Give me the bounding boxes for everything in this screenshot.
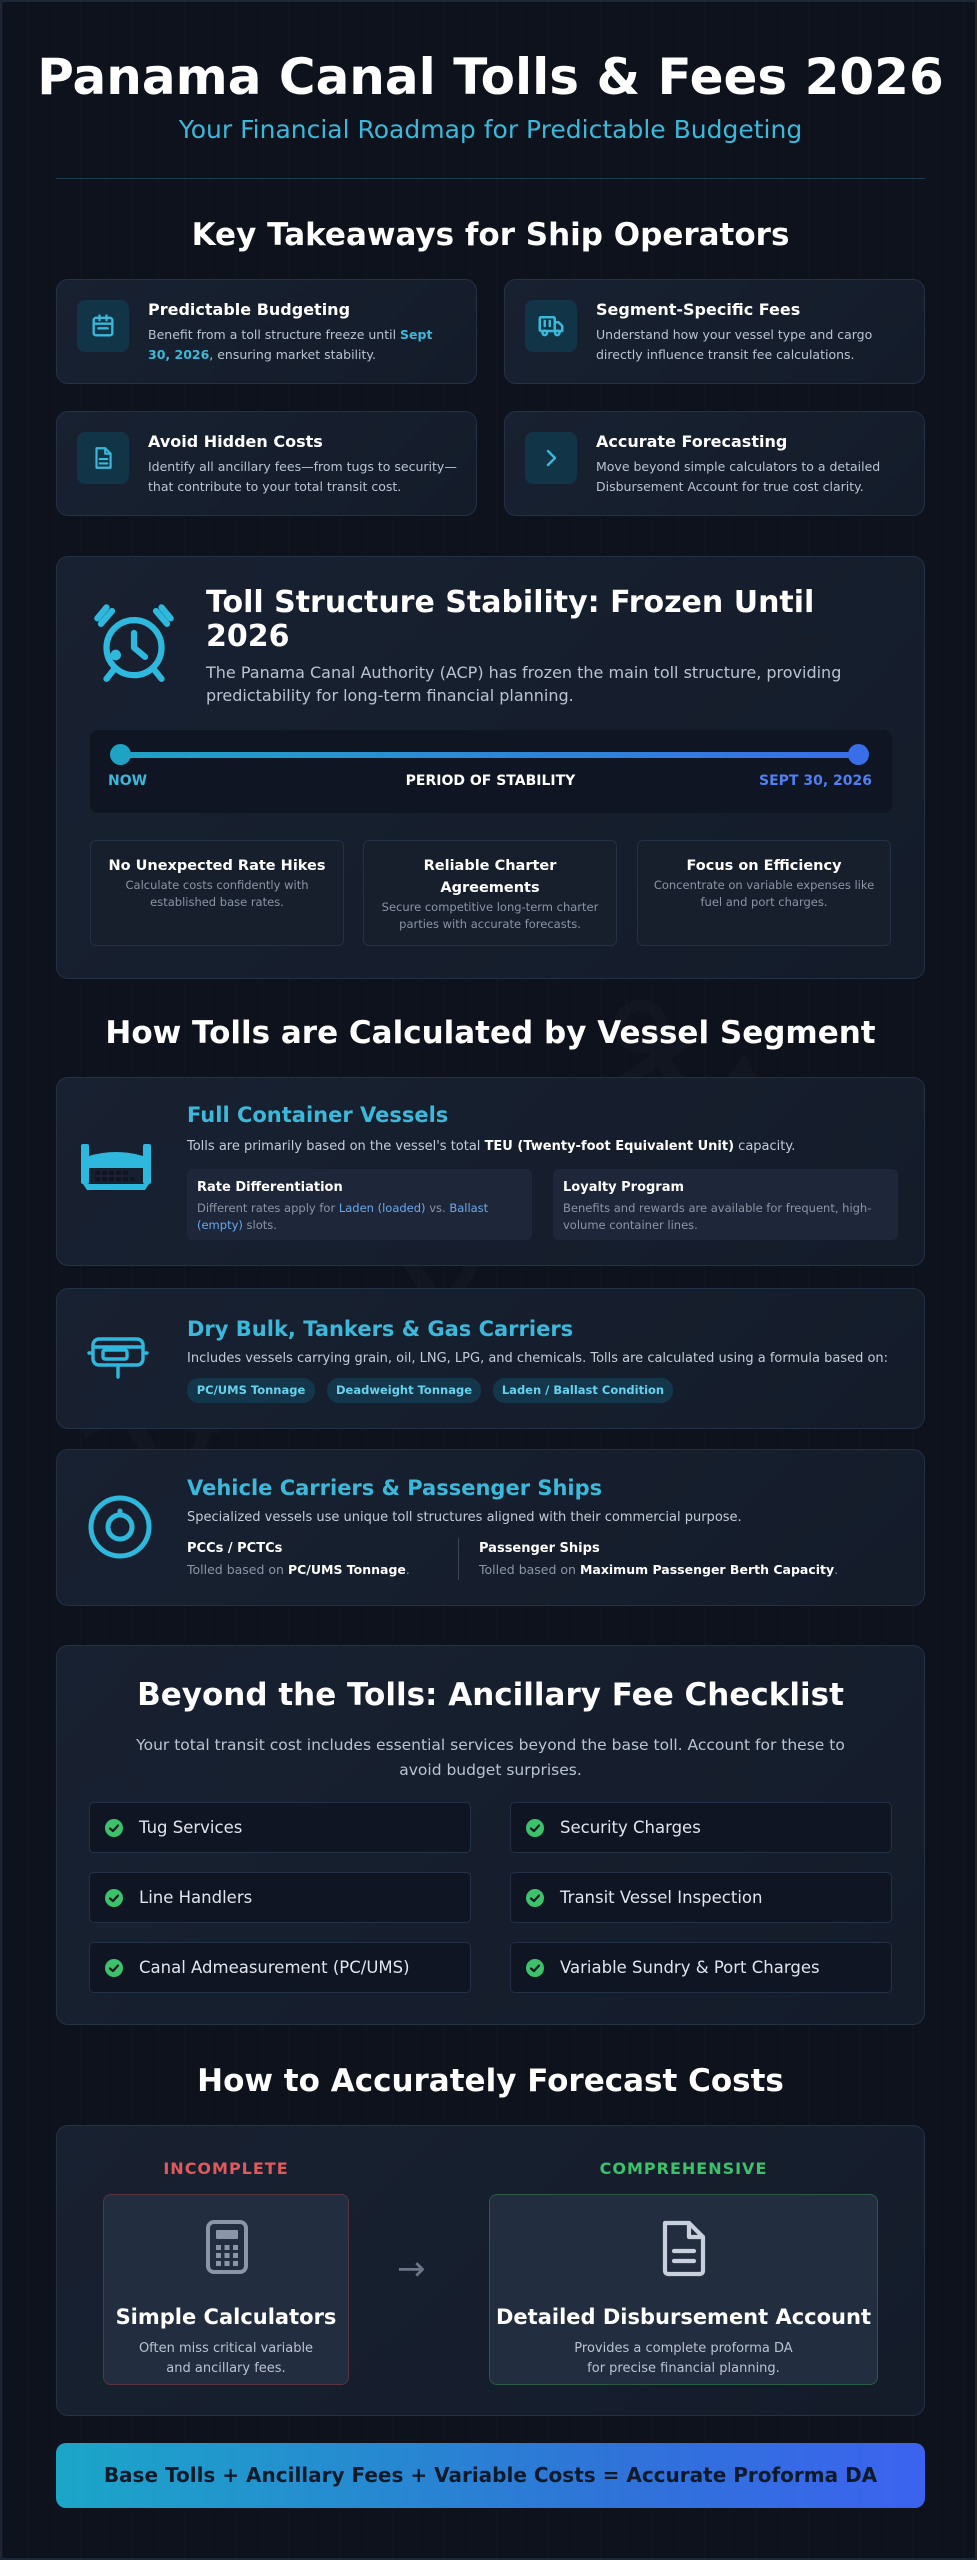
pcc-title: PCCs / PCTCs <box>187 1541 283 1556</box>
benefit-card <box>90 840 344 946</box>
rate-desc: Different rates apply for Laden (loaded) vs. Ballast (empty) slots. <box>197 1201 489 1232</box>
stability-title: Toll Structure Stability: Frozen Until 2026 <box>206 585 815 654</box>
segment-title: Full Container Vessels <box>187 1103 449 1127</box>
alarm-clock-icon <box>90 600 178 692</box>
formula-banner <box>56 2443 925 2508</box>
rate-title: Rate Differentiation <box>197 1180 343 1195</box>
takeaway-desc: Benefit from a toll structure freeze until Sept 30, 2026, ensuring market stability. <box>148 327 433 362</box>
truck-icon <box>525 300 577 352</box>
benefit-desc: Calculate costs confidently with established base rates. <box>125 878 309 909</box>
benefit-title: Focus on Efficiency <box>686 858 842 874</box>
checklist-item <box>89 1942 471 1993</box>
forecast-heading: How to Accurately Forecast Costs <box>197 2063 784 2099</box>
checklist-label: Tug Services <box>139 1818 243 1837</box>
segment-desc: Includes vessels carrying grain, oil, LNG, LPG, and chemicals. Tolls are calculated using a formula based on: <box>187 1351 889 1366</box>
timeline-start-dot <box>110 744 131 765</box>
segments-heading: How Tolls are Calculated by Vessel Segment <box>105 1015 876 1051</box>
loyalty-desc: Benefits and rewards are available for frequent, high-volume container lines. <box>563 1201 872 1232</box>
header-divider <box>56 178 925 179</box>
takeaway-title: Avoid Hidden Costs <box>148 432 323 451</box>
disbursement-account-desc: Provides a complete proforma DA for precise financial planning. <box>574 2341 793 2376</box>
loyalty-title: Loyalty Program <box>563 1180 685 1195</box>
timeline-start-label: NOW <box>108 773 148 789</box>
pcc-desc: Tolled based on PC/UMS Tonnage. <box>187 1562 410 1577</box>
segment-card-vehicle <box>56 1449 925 1606</box>
simple-calculators-box <box>103 2194 349 2385</box>
segment-card-bulk <box>56 1288 925 1429</box>
segment-card-container <box>56 1077 925 1266</box>
criteria-pill: Laden / Ballast Condition <box>493 1378 673 1403</box>
check-circle-icon <box>105 1889 123 1907</box>
checklist-item <box>89 1872 471 1923</box>
chevron-right-icon <box>525 432 577 484</box>
document-icon <box>77 432 129 484</box>
takeaway-card-segment-fees <box>504 279 925 384</box>
check-circle-icon <box>105 1959 123 1977</box>
loyalty-program-box <box>553 1169 898 1240</box>
takeaway-title: Predictable Budgeting <box>148 300 351 319</box>
checklist-desc: Your total transit cost includes essential services beyond the base toll. Account for these to avoid budget surprises. <box>136 1736 845 1779</box>
criteria-pill: PC/UMS Tonnage <box>187 1378 315 1403</box>
simple-calculators-desc: Often miss critical variable and ancillary fees. <box>138 2341 314 2376</box>
benefit-card <box>637 840 891 946</box>
takeaway-title: Segment-Specific Fees <box>596 300 801 319</box>
takeaway-desc: Move beyond simple calculators to a detailed Disbursement Account for true cost clarity. <box>596 459 881 494</box>
disbursement-account-title: Detailed Disbursement Account <box>495 2305 872 2329</box>
checklist-label: Variable Sundry & Port Charges <box>560 1958 820 1977</box>
stability-desc: The Panama Canal Authority (ACP) has frozen the main toll structure, providing predictability for long-term financial planning. <box>206 663 842 705</box>
segment-title: Dry Bulk, Tankers & Gas Carriers <box>187 1317 574 1341</box>
lifebuoy-icon <box>87 1494 153 1564</box>
timeline-bar <box>121 752 857 758</box>
checklist-item <box>510 1802 892 1853</box>
tanker-icon <box>85 1333 149 1389</box>
benefit-card <box>363 840 617 946</box>
takeaway-desc: Understand how your vessel type and cargo directly influence transit fee calculations. <box>596 327 873 362</box>
segment-desc: Specialized vessels use unique toll structures aligned with their commercial purpose. <box>187 1510 742 1525</box>
takeaways-heading: Key Takeaways for Ship Operators <box>191 217 790 253</box>
checklist-item <box>89 1802 471 1853</box>
checklist-label: Line Handlers <box>139 1888 253 1907</box>
arrow-right-icon: → <box>397 2249 426 2289</box>
checklist-label: Transit Vessel Inspection <box>560 1888 763 1907</box>
segment-title: Vehicle Carriers & Passenger Ships <box>187 1476 603 1500</box>
check-circle-icon <box>526 1959 544 1977</box>
formula-text: Base Tolls + Ancillary Fees + Variable Costs = Accurate Proforma DA <box>103 2463 878 2487</box>
stability-timeline <box>90 730 892 813</box>
criteria-pill: Deadweight Tonnage <box>327 1378 481 1403</box>
document-icon <box>659 2219 709 2281</box>
takeaway-card-budgeting <box>56 279 477 384</box>
pax-title: Passenger Ships <box>479 1541 600 1556</box>
segment-desc: Tolls are primarily based on the vessel's total TEU (Twenty-foot Equivalent Unit) capacity. <box>187 1139 796 1154</box>
checklist-item <box>510 1872 892 1923</box>
disbursement-account-box <box>489 2194 878 2385</box>
checklist-item <box>510 1942 892 1993</box>
check-circle-icon <box>526 1819 544 1837</box>
timeline-end-dot <box>848 744 869 765</box>
timeline-middle-label: PERIOD OF STABILITY <box>405 773 576 789</box>
takeaway-title: Accurate Forecasting <box>596 432 788 451</box>
benefit-desc: Secure competitive long-term charter parties with accurate forecasts. <box>381 900 599 931</box>
checklist-label: Security Charges <box>560 1818 701 1837</box>
page-subtitle: Your Financial Roadmap for Predictable Budgeting <box>178 115 803 144</box>
takeaway-card-forecasting <box>504 411 925 516</box>
incomplete-label: INCOMPLETE <box>163 2159 289 2178</box>
checklist-heading: Beyond the Tolls: Ancillary Fee Checklist <box>137 1677 844 1713</box>
takeaway-desc: Identify all ancillary fees—from tugs to security—that contribute to your total transit cost. <box>148 459 457 494</box>
check-circle-icon <box>526 1889 544 1907</box>
checklist-label: Canal Admeasurement (PC/UMS) <box>139 1958 410 1977</box>
rate-differentiation-box <box>187 1169 532 1240</box>
container-ship-icon <box>79 1140 153 1196</box>
pax-desc: Tolled based on Maximum Passenger Berth Capacity. <box>479 1562 839 1577</box>
page-title: Panama Canal Tolls & Fees 2026 <box>37 48 944 106</box>
takeaway-card-hidden-costs <box>56 411 477 516</box>
check-circle-icon <box>105 1819 123 1837</box>
comprehensive-label: COMPREHENSIVE <box>599 2159 768 2178</box>
calendar-icon <box>77 300 129 352</box>
vertical-divider <box>458 1538 459 1580</box>
calculator-icon <box>204 2219 250 2279</box>
benefit-title: No Unexpected Rate Hikes <box>108 858 326 874</box>
benefit-title: Reliable Charter Agreements <box>423 858 557 896</box>
simple-calculators-title: Simple Calculators <box>115 2305 337 2329</box>
benefit-desc: Concentrate on variable expenses like fuel and port charges. <box>653 878 875 909</box>
timeline-end-label: SEPT 30, 2026 <box>759 773 872 789</box>
